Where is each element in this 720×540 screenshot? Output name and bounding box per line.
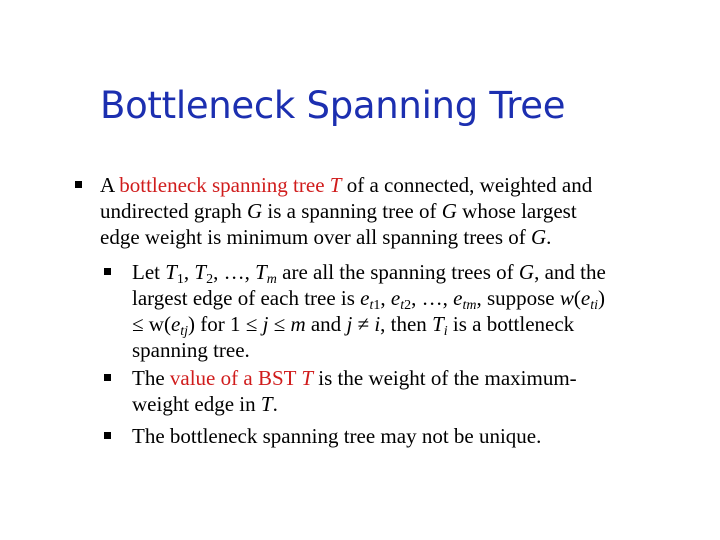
bullet-square-icon <box>104 432 111 439</box>
bullet-square-icon <box>104 374 111 381</box>
bullet-square-icon <box>104 268 111 275</box>
sub-bullet-condition: Let $T_1$, $T_2$, …, $T_m$ are all the spanning trees of G, and the largest edge of each tree is $e_{t1}$, $e_{t2}$, …, $e_{tm}$, suppose $w(e_{ti})$ ≤ $w(e_{tj})$ for 1 ≤ j ≤ m and j ≠ i, then $T_i$ is a bottleneck spanning tree. <box>132 260 606 362</box>
sub-bullet-value: The value of a BST T is the weight of the maximum- weight edge in T. <box>132 366 577 416</box>
bullet-square-icon <box>75 181 82 188</box>
sub-bullet-uniqueness: The bottleneck spanning tree may not be unique. <box>132 424 542 448</box>
slide-title: Bottleneck Spanning Tree <box>100 84 566 127</box>
definition-paragraph: A bottleneck spanning tree T of a connected, weighted and undirected graph G is a spanning tree of G whose largest edge weight is minimum over all spanning trees of G. <box>100 173 593 249</box>
